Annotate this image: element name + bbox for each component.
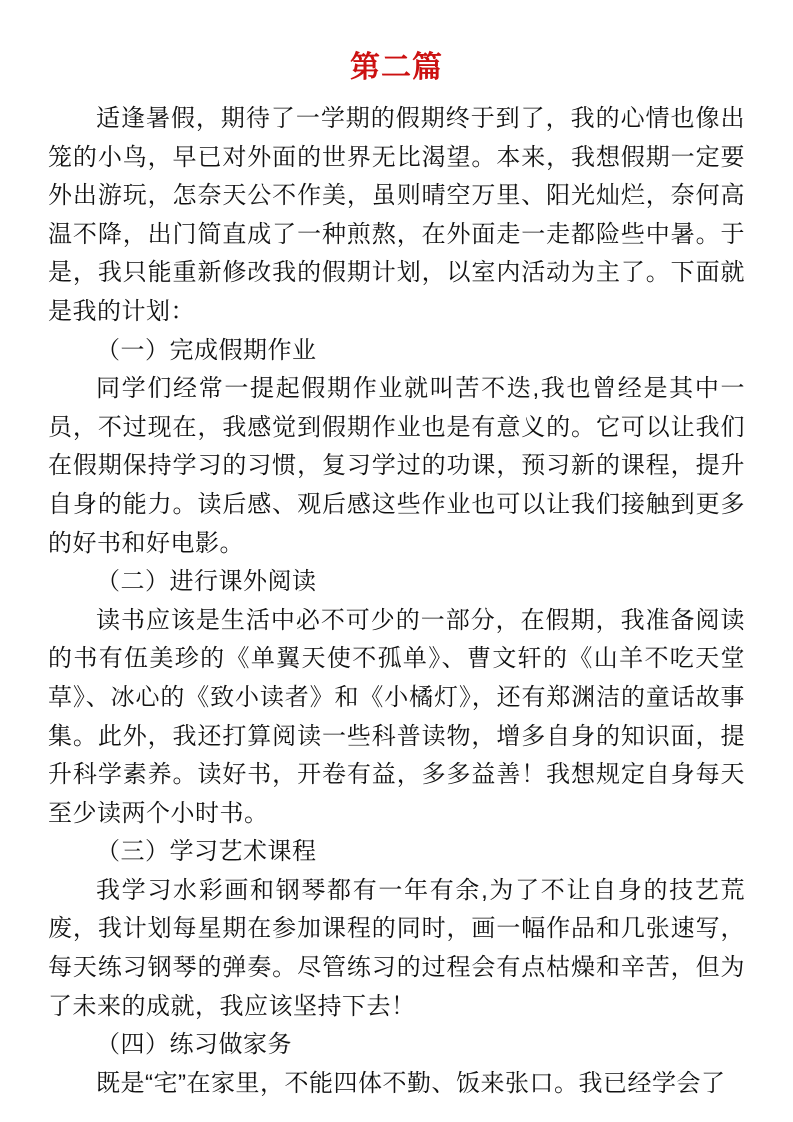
paragraph: 适逢暑假，期待了一学期的假期终于到了，我的心情也像出笼的小鸟，早已对外面的世界无比渴望。本来，我想假期一定要外出游玩，怎奈天公不作美，虽则晴空万里、阳光灿烂，奈何高温不降，出门简直成了一种煎熬，在外面走一走都险些中暑。于是，我只能重新修改我的假期计划，以室内活动为主了。下面就是我的计划：: [48, 105, 745, 325]
paragraph: 读书应该是生活中必不可少的一部分，在假期，我准备阅读的书有伍美珍的《单翼天使不孤单》、曹文轩的《山羊不吃天堂草》、冰心的《致小读者》和《小橘灯》，还有郑渊洁的童话故事集。此外，我还打算阅读一些科普读物，增多自身的知识面，提升科学素养。读好书，开卷有益，多多益善！我想规定自身每天至少读两个小时书。: [48, 606, 745, 827]
document-title: 第二篇: [350, 51, 443, 84]
paragraph: 我学习水彩画和钢琴都有一年有余,为了不让自身的技艺荒废，我计划每星期在参加课程的同时，画一幅作品和几张速写，每天练习钢琴的弹奏。尽管练习的过程会有点枯燥和辛苦，但为了未来的成就，我应该坚持下去！: [48, 876, 745, 1020]
document-body: [48, 100, 745, 1103]
section-heading: （一）完成假期作业: [96, 336, 317, 364]
paragraph: 既是“宅”在家里，不能四体不勤、饭来张口。我已经学会了: [96, 1069, 726, 1097]
section-heading: （三）学习艺术课程: [96, 838, 317, 866]
paragraph: 同学们经常一提起假期作业就叫苦不迭,我也曾经是其中一员，不过现在，我感觉到假期作业也是有意义的。它可以让我们在假期保持学习的习惯，复习学过的功课，预习新的课程，提升自身的能力。读后感、观后感这些作业也可以让我们接触到更多的好书和好电影。: [48, 375, 745, 557]
section-heading: （二）进行课外阅读: [96, 568, 317, 596]
section-heading: （四）练习做家务: [96, 1031, 292, 1059]
